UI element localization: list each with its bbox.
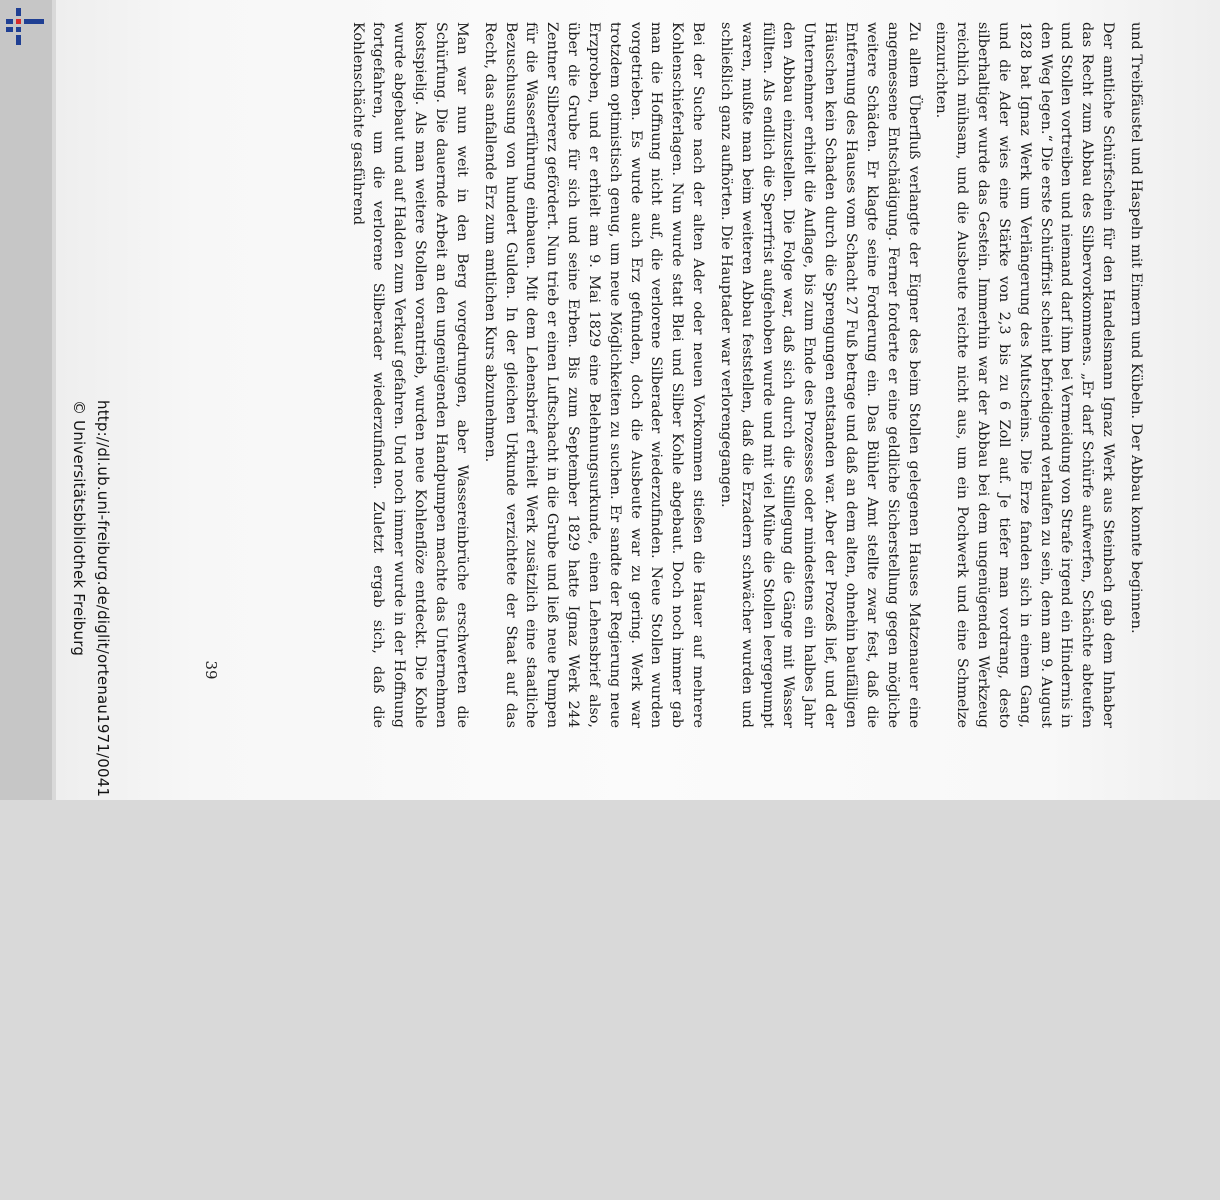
- viewer-sidebar: [0, 0, 52, 800]
- paragraph: Man war nun weit in den Berg vorgedrungen, aber Wassereinbrüche erschwerten die Schürfung. Die dauernde Arbeit an den ungenügenden Handpumpen machte das Unternehmen kostspielig. Als man weitere Stollen vorantrieb, wurden neue Kohlenflöze entdeckt. Die Kohle wurde abgebaut und auf Halden zum Verkauf gefahren. Und noch immer wurde in der Hoffnung fortgefahren, um die verlorene Silberader wiederzufinden. Zuletzt ergab sich, daß die Kohlenschächte gasführend: [349, 22, 470, 728]
- copyright-notice: © Universitätsbibliothek Freiburg: [70, 400, 88, 657]
- paragraph: und Treibfäustel und Haspeln mit Eimern und Kübeln. Der Abbau konnte beginnen.: [1128, 22, 1144, 634]
- source-url[interactable]: http://dl.ub.uni-freiburg.de/diglit/ortenau1971/0041: [94, 400, 112, 798]
- paragraph: Der amtliche Schürfschein für den Handelsmann Ignaz Werk aus Steinbach gab dem Inhaber das Recht zum Abbau des Silbervorkommens. „Er darf Schürfe aufwerfen, Schächte abteufen und Stollen vortreiben und niemand darf ihm bei Vermeidung von Strafe irgend ein Hindernis in den Weg legen.“ Die erste Schürffrist scheint befriedigend verlaufen zu sein, denn am 9. August 1828 bat Ignaz Werk um Verlängerung des Mutscheins. Die Erze fanden sich in einem Gang, und die Ader wies eine Stärke von 2,3 bis zu 6 Zoll auf. Je tiefer man vordrang, desto silberhaltiger wurde das Gestein. Immerhin war der Abbau bei dem ungenügenden Werkzeug reichlich mühsam, und die Ausbeute reichte nicht aus, um ein Pochwerk und eine Schmelze einzurichten.: [933, 22, 1117, 728]
- document-page: [56, 0, 1220, 800]
- university-logo-icon[interactable]: [2, 8, 46, 48]
- body-text: [347, 22, 1146, 728]
- paragraph: Zu allem Überfluß verlangte der Eigner des beim Stollen gelegenen Hauses Matzenauer eine angemessene Entschädigung. Ferner forderte er eine geldliche Sicherstellung gegen mögliche weitere Schäden. Er klagte seine Forderung ein. Das Bühler Amt stellte zwar fest, daß die Entfernung des Hauses vom Schacht 27 Fuß betrage und daß an dem alten, ohnehin baufälligen Häuschen kein Schaden durch die Sprengungen entstanden war. Aber der Prozeß lief, und der Unternehmer erhielt die Auflage, bis zum Ende des Prozesses oder mindestens ein halbes Jahr den Abbau einzustellen. Die Folge war, daß sich durch die Stilllegung die Gänge mit Wasser füllten. Als endlich die Sperrfrist aufgehoben wurde und mit viel Mühe die Stollen leergepumpt waren, mußte man beim weiteren Abbau feststellen, daß die Erzadern schwächer wurden und schließlich ganz aufhörten. Die Hauptader war verlorengegangen.: [717, 22, 922, 728]
- paragraph: Bei der Suche nach der alten Ader oder neuen Vorkommen stießen die Hauer auf mehrere Kohlenschieferlagen. Nun wurde statt Blei und Silber Kohle abgebaut. Doch noch immer gab man die Hoffnung nicht auf, die verlorene Silberader wiederzufinden. Neue Stollen wurden vorgetrieben. Es wurde auch Erz gefunden, doch die Ausbeute war zu gering. Werk war trotzdem optimistisch genug, um neue Möglichkeiten zu suchen. Er sandte der Regierung neue Erzproben, und er erhielt am 9. Mai 1829 eine Belehnungsurkunde, einen Lehensbrief also, über die Grube für sich und seine Erben. Bis zum September 1829 hatte Ignaz Werk 244 Zentner Silbererz gefördert. Nun trieb er einen Luftschacht in die Grube und ließ neue Pumpen für die Wasserführung einbauen. Mit dem Lehensbrief erhielt Werk zusätzlich eine staatliche Bezuschussung von hundert Gulden. In der gleichen Urkunde verzichtete der Staat auf das Recht, das anfallende Erz zum amtlichen Kurs abzunehmen.: [481, 22, 707, 728]
- rotated-page-content: [56, 0, 1220, 800]
- page-number: 39: [202, 660, 220, 680]
